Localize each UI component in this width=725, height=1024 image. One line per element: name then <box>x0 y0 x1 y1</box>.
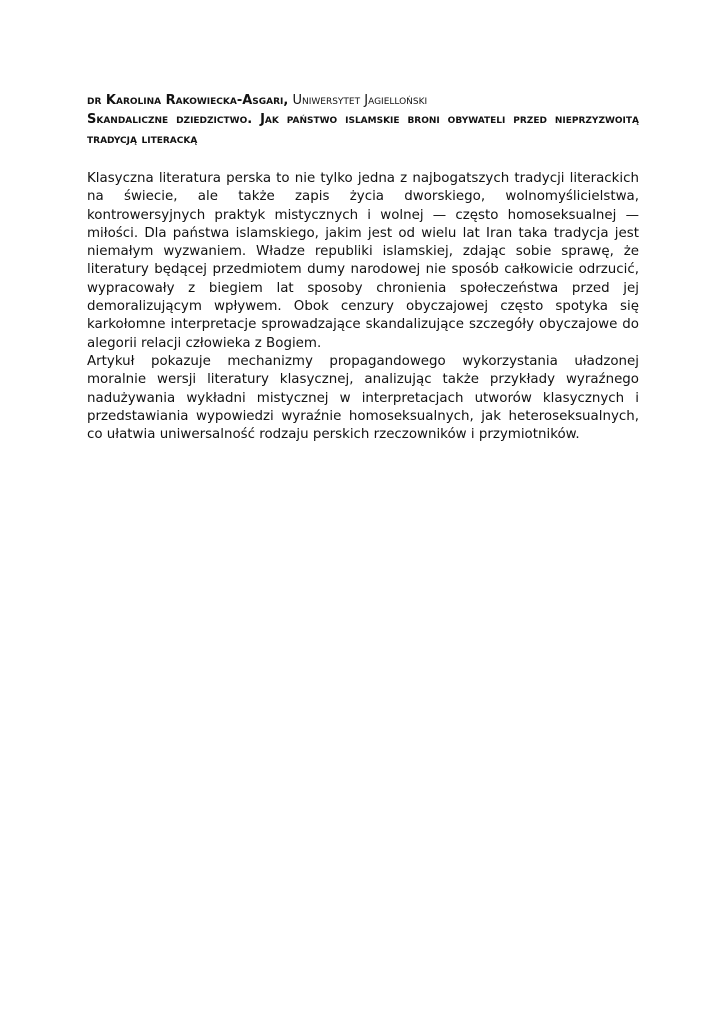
author-name: dr Karolina Rakowiecka-Asgari, <box>87 93 289 108</box>
author-affiliation: Uniwersytet Jagielloński <box>292 93 428 108</box>
author-line <box>87 91 639 110</box>
abstract <box>87 170 639 444</box>
article-title: Skandaliczne dziedzictwo. Jak państwo islamskie broni obywateli przed nieprzyzwoitą tradycją literacką <box>87 112 639 147</box>
abstract-paragraph-2: Artykuł pokazuje mechanizmy propagandowego wykorzystania uładzonej moralnie wersji literatury klasycznej, analizując także przykłady wyraźnego nadużywania wykładni mistycznej w interpretacjach utworów klasycznych i przedstawiania wypowiedzi wyraźnie homoseksualnych, jak heteroseksualnych, co ułatwia uniwersalność rodzaju perskich rzeczowników i przymiotników. <box>87 353 639 443</box>
document-page <box>87 91 639 444</box>
abstract-paragraph-1: Klasyczna literatura perska to nie tylko jedna z najbogatszych tradycji literackich na świecie, ale także zapis życia dworskiego, wolnomyślicielstwa, kontrowersyjnych praktyk mistycznych i wolnej — często homoseksualnej — miłości. Dla państwa islamskiego, jakim jest od wielu lat Iran taka tradycja jest niemałym wyzwaniem. Władze republiki islamskiej, zdając sobie sprawę, że literatury będącej przedmiotem dumy narodowej nie sposób całkowicie odrzucić, wypracowały z biegiem lat sposoby chronienia społeczeństwa przed jej demoralizującym wpływem. Obok cenzury obyczajowej często spotyka się karkołomne interpretacje sprowadzające skandalizujące szczegóły obyczajowe do alegorii relacji człowieka z Bogiem. <box>87 171 639 351</box>
